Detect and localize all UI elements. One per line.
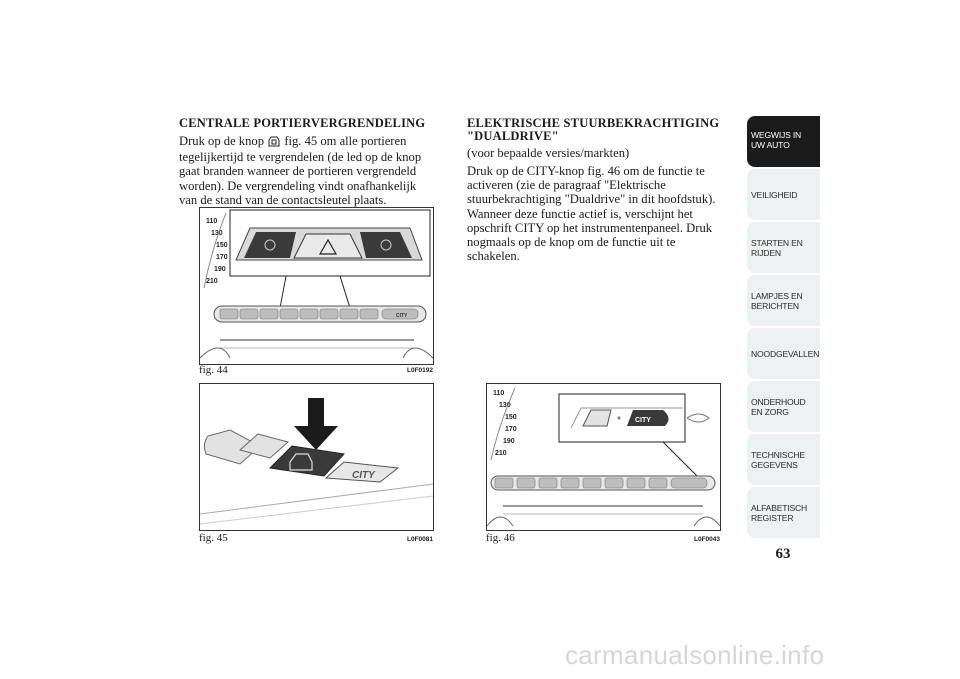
central-locking-paragraph — [179, 134, 449, 207]
city-label: CITY — [396, 313, 408, 319]
figure-46-code: L0F0043 — [694, 536, 721, 543]
section-heading-central-locking: CENTRALE PORTIERVERGRENDELING — [179, 116, 426, 130]
city-label: CITY — [352, 470, 375, 481]
speed-tick: 110 — [206, 218, 218, 225]
tab-starten-en-rijden[interactable] — [747, 222, 820, 273]
speed-tick: 190 — [503, 438, 515, 445]
tab-label: ALFABETISCH REGISTER — [751, 502, 808, 523]
figure-45 — [199, 383, 434, 531]
tab-alfabetisch-register[interactable] — [747, 487, 820, 538]
dualdrive-paragraph — [467, 164, 742, 263]
paragraph-line: tegelijkertijd te vergrendelen (de led op de knop — [179, 150, 422, 165]
figure-44-caption: fig. 44 — [199, 364, 228, 376]
tab-noodgevallen[interactable] — [747, 328, 820, 379]
speed-tick: 110 — [493, 390, 505, 397]
tab-label: WEGWIJS IN UW AUTO — [751, 130, 802, 150]
section-heading-dualdrive — [467, 117, 719, 143]
paragraph-line: gaat branden wanneer de portieren vergrendeld — [179, 164, 417, 179]
speed-tick: 130 — [499, 402, 511, 409]
dualdrive-subtitle: (voor bepaalde versies/markten) — [467, 146, 630, 160]
speed-tick: 190 — [214, 266, 226, 273]
figure-44 — [199, 207, 434, 365]
figure-46 — [486, 383, 721, 531]
paragraph-line: worden). De vergrendeling vindt onafhankelijk — [179, 178, 417, 193]
tab-veiligheid[interactable] — [747, 169, 820, 220]
speed-tick: 130 — [211, 230, 223, 237]
tab-wegwijs-in-uw-auto[interactable] — [747, 116, 820, 167]
lock-icon — [267, 135, 281, 150]
paragraph-line: schakelen. — [467, 249, 520, 264]
chapter-sidebar — [747, 116, 820, 540]
figure-45-code: L0F0081 — [407, 536, 434, 543]
paragraph-line: stuurbekrachtiging "Dualdrive" in dit hoofdstuk). — [467, 192, 716, 207]
figure-45-caption: fig. 45 — [199, 532, 228, 544]
tab-label: ONDERHOUD EN ZORG — [751, 396, 806, 417]
paragraph-line: nogmaals op de knop om de functie uit te — [467, 235, 676, 250]
paragraph-text: Druk op de knop — [179, 134, 264, 148]
paragraph-line: van de stand van de contactsleutel plaats. — [179, 192, 387, 207]
watermark: carmanualsonline.info — [565, 640, 825, 670]
tab-label: LAMPJES EN BERICHTEN — [751, 290, 803, 311]
heading-line: "DUALDRIVE" — [467, 129, 559, 143]
figure-44-code: L0F0192 — [407, 367, 434, 374]
speed-tick: 150 — [216, 242, 228, 249]
speed-tick: 150 — [505, 414, 517, 421]
tab-label: STARTEN EN RIJDEN — [751, 237, 803, 258]
tab-label: VEILIGHEID — [751, 189, 798, 200]
speed-tick: 210 — [206, 278, 218, 285]
speed-tick: 170 — [216, 254, 228, 261]
paragraph-line: Wanneer deze functie actief is, verschijnt het — [467, 206, 693, 221]
paragraph-line — [179, 134, 449, 150]
paragraph-text: fig. 45 om alle portieren — [284, 134, 407, 148]
city-label: CITY — [635, 417, 651, 424]
tab-label: NOODGEVALLEN — [751, 348, 820, 359]
speed-tick: 210 — [495, 450, 507, 457]
paragraph-line: activeren (zie de paragraaf "Elektrische — [467, 178, 666, 193]
tab-lampjes-en-berichten[interactable] — [747, 275, 820, 326]
heading-line: ELEKTRISCHE STUURBEKRACHTIGING — [467, 116, 720, 130]
tab-label: TECHNISCHE GEGEVENS — [751, 449, 805, 470]
page-number: 63 — [775, 546, 791, 562]
figure-46-caption: fig. 46 — [486, 532, 515, 544]
speed-tick: 170 — [505, 426, 517, 433]
tab-technische-gegevens[interactable] — [747, 434, 820, 485]
paragraph-line: Druk op de CITY-knop fig. 46 om de functie te — [467, 164, 705, 178]
tab-onderhoud-en-zorg[interactable] — [747, 381, 820, 432]
paragraph-line: opschrift CITY op het instrumentenpaneel. Druk — [467, 220, 713, 235]
